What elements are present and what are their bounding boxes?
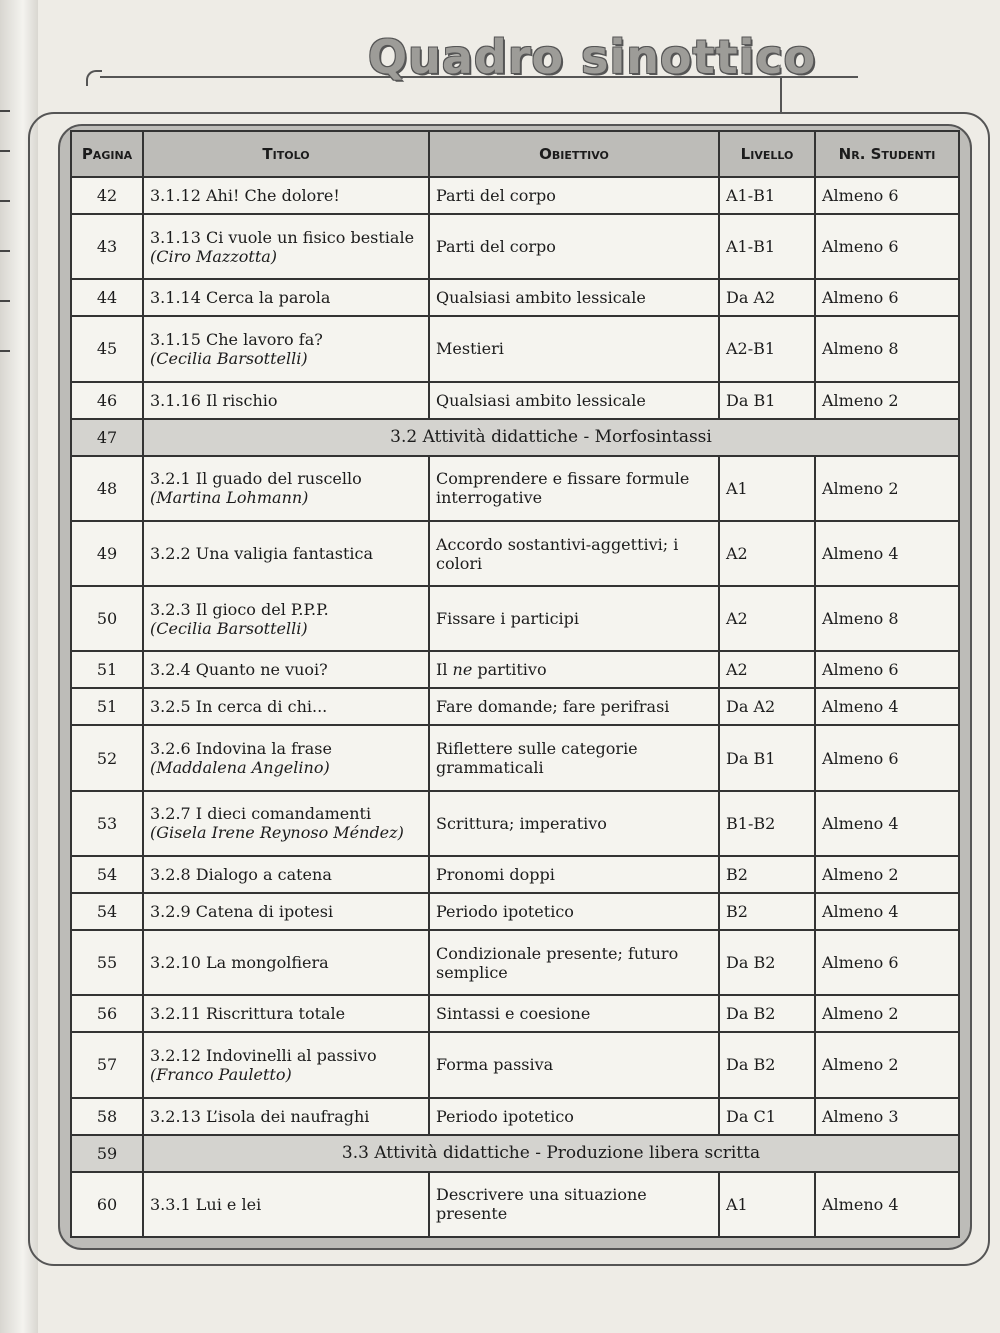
cell-livello: Da C1 xyxy=(719,1098,815,1135)
cell-pagina: 47 xyxy=(71,419,143,456)
cell-titolo xyxy=(143,586,429,651)
cell-pagina: 56 xyxy=(71,995,143,1032)
cell-titolo xyxy=(143,521,429,586)
cell-titolo xyxy=(143,316,429,381)
cell-livello: A2 xyxy=(719,651,815,688)
spine-rule xyxy=(0,200,10,202)
cell-obiettivo: Descrivere una situazione presente xyxy=(429,1172,719,1237)
cell-titolo xyxy=(143,456,429,521)
cell-studenti: Almeno 3 xyxy=(815,1098,959,1135)
activity-title: 3.2.8 Dialogo a catena xyxy=(150,864,332,884)
cell-obiettivo: Fare domande; fare perifrasi xyxy=(429,688,719,725)
cell-livello: A1 xyxy=(719,456,815,521)
col-header-titolo: Titolo xyxy=(143,131,429,177)
cell-obiettivo: Forma passiva xyxy=(429,1032,719,1097)
activity-title: 3.2.5 In cerca di chi... xyxy=(150,697,328,717)
cell-pagina: 57 xyxy=(71,1032,143,1097)
objective-part: partitivo xyxy=(472,660,547,680)
section-row xyxy=(71,1135,959,1172)
table-row xyxy=(71,177,959,214)
cell-pagina: 42 xyxy=(71,177,143,214)
cell-studenti: Almeno 2 xyxy=(815,456,959,521)
cell-titolo xyxy=(143,856,429,893)
activity-author: (Maddalena Angelino) xyxy=(150,758,330,778)
activity-title: 3.2.12 Indovinelli al passivo xyxy=(150,1045,377,1065)
cell-studenti: Almeno 6 xyxy=(815,177,959,214)
table-row xyxy=(71,725,959,790)
table-row xyxy=(71,382,959,419)
cell-studenti: Almeno 6 xyxy=(815,651,959,688)
activity-title: 3.2.7 I dieci comandamenti xyxy=(150,804,372,824)
cell-livello: Da A2 xyxy=(719,688,815,725)
cell-obiettivo xyxy=(429,651,719,688)
col-header-livello: Livello xyxy=(719,131,815,177)
cell-livello: B2 xyxy=(719,893,815,930)
cell-titolo xyxy=(143,214,429,279)
section-title: 3.2 Attività didattiche - Morfosintassi xyxy=(143,419,959,456)
cell-studenti: Almeno 2 xyxy=(815,382,959,419)
cell-obiettivo: Scrittura; imperativo xyxy=(429,791,719,856)
cell-studenti: Almeno 4 xyxy=(815,521,959,586)
table-row xyxy=(71,791,959,856)
cell-titolo xyxy=(143,688,429,725)
table-row xyxy=(71,521,959,586)
activity-author: (Cecilia Barsottelli) xyxy=(150,348,308,368)
cell-pagina: 54 xyxy=(71,856,143,893)
cell-livello: Da B1 xyxy=(719,725,815,790)
objective-part: Il xyxy=(436,660,453,680)
cell-pagina: 45 xyxy=(71,316,143,381)
activity-title: 3.1.16 Il rischio xyxy=(150,390,278,410)
col-header-pagina: Pagina xyxy=(71,131,143,177)
cell-titolo xyxy=(143,1032,429,1097)
activity-title: 3.1.15 Che lavoro fa? xyxy=(150,329,323,349)
activity-author: (Ciro Mazzotta) xyxy=(150,246,278,266)
table-row xyxy=(71,316,959,381)
cell-studenti: Almeno 6 xyxy=(815,279,959,316)
cell-titolo xyxy=(143,1098,429,1135)
activity-author: (Cecilia Barsottelli) xyxy=(150,618,308,638)
col-header-obiettivo: Obiettivo xyxy=(429,131,719,177)
cell-pagina: 52 xyxy=(71,725,143,790)
cell-livello: A2 xyxy=(719,586,815,651)
section-title: 3.3 Attività didattiche - Produzione libera scritta xyxy=(143,1135,959,1172)
cell-titolo xyxy=(143,995,429,1032)
cell-obiettivo: Pronomi doppi xyxy=(429,856,719,893)
cell-obiettivo: Parti del corpo xyxy=(429,214,719,279)
table-row xyxy=(71,456,959,521)
cell-pagina: 44 xyxy=(71,279,143,316)
activity-title: 3.1.13 Ci vuole un fisico bestiale xyxy=(150,227,415,247)
cell-titolo xyxy=(143,279,429,316)
table-row xyxy=(71,995,959,1032)
spine-rule xyxy=(0,110,10,112)
spine-rule xyxy=(0,250,10,252)
activity-title: 3.2.4 Quanto ne vuoi? xyxy=(150,660,328,680)
cell-obiettivo: Qualsiasi ambito lessicale xyxy=(429,382,719,419)
activity-title: 3.2.11 Riscrittura totale xyxy=(150,1004,346,1024)
cell-obiettivo: Fissare i participi xyxy=(429,586,719,651)
cell-pagina: 48 xyxy=(71,456,143,521)
activity-title: 3.2.1 Il guado del ruscello xyxy=(150,469,362,489)
cell-livello: Da B2 xyxy=(719,1032,815,1097)
cell-studenti: Almeno 8 xyxy=(815,316,959,381)
cell-obiettivo: Condizionale presente; futuro semplice xyxy=(429,930,719,995)
cell-livello: Da A2 xyxy=(719,279,815,316)
cell-pagina: 58 xyxy=(71,1098,143,1135)
cell-studenti: Almeno 4 xyxy=(815,688,959,725)
cell-pagina: 54 xyxy=(71,893,143,930)
table-row xyxy=(71,893,959,930)
cell-titolo xyxy=(143,725,429,790)
title-line-curl xyxy=(86,70,102,86)
table-row xyxy=(71,214,959,279)
cell-livello: A1 xyxy=(719,1172,815,1237)
cell-pagina: 51 xyxy=(71,651,143,688)
cell-obiettivo: Mestieri xyxy=(429,316,719,381)
cell-titolo xyxy=(143,177,429,214)
cell-obiettivo: Periodo ipotetico xyxy=(429,893,719,930)
cell-studenti: Almeno 4 xyxy=(815,1172,959,1237)
cell-obiettivo: Periodo ipotetico xyxy=(429,1098,719,1135)
table-row xyxy=(71,279,959,316)
activity-title: 3.2.9 Catena di ipotesi xyxy=(150,902,334,921)
cell-pagina: 55 xyxy=(71,930,143,995)
activity-title: 3.2.3 Il gioco del P.P.P. xyxy=(150,599,329,619)
spine-rule xyxy=(0,300,10,302)
cell-studenti: Almeno 6 xyxy=(815,930,959,995)
cell-livello: A2 xyxy=(719,521,815,586)
cell-livello: Da B2 xyxy=(719,995,815,1032)
table-body xyxy=(71,177,959,1237)
col-header-studenti: Nr. Studenti xyxy=(815,131,959,177)
cell-pagina: 46 xyxy=(71,382,143,419)
cell-obiettivo: Comprendere e fissare formule interrogative xyxy=(429,456,719,521)
cell-livello: A1-B1 xyxy=(719,214,815,279)
cell-pagina: 60 xyxy=(71,1172,143,1237)
cell-studenti: Almeno 4 xyxy=(815,791,959,856)
cell-titolo xyxy=(143,930,429,995)
cell-titolo xyxy=(143,382,429,419)
cell-livello: B2 xyxy=(719,856,815,893)
table-row xyxy=(71,1098,959,1135)
cell-titolo xyxy=(143,893,429,930)
table-row xyxy=(71,651,959,688)
cell-titolo xyxy=(143,1172,429,1237)
objective-part: ne xyxy=(452,660,473,680)
activity-title: 3.1.14 Cerca la parola xyxy=(150,288,331,308)
cell-obiettivo: Parti del corpo xyxy=(429,177,719,214)
table-row xyxy=(71,586,959,651)
activity-title: 3.2.10 La mongolfiera xyxy=(150,953,329,973)
table-header-row xyxy=(71,131,959,177)
cell-pagina: 49 xyxy=(71,521,143,586)
cell-livello: Da B2 xyxy=(719,930,815,995)
cell-studenti: Almeno 6 xyxy=(815,214,959,279)
cell-pagina: 43 xyxy=(71,214,143,279)
table-row xyxy=(71,688,959,725)
activity-author: (Franco Pauletto) xyxy=(150,1064,292,1084)
activity-title: 3.2.2 Una valigia fantastica xyxy=(150,544,373,564)
activity-author: (Gisela Irene Reynoso Méndez) xyxy=(150,823,404,843)
cell-livello: Da B1 xyxy=(719,382,815,419)
cell-obiettivo: Qualsiasi ambito lessicale xyxy=(429,279,719,316)
page-title: Quadro sinottico xyxy=(368,30,817,84)
cell-studenti: Almeno 2 xyxy=(815,1032,959,1097)
cell-pagina: 50 xyxy=(71,586,143,651)
cell-livello: B1-B2 xyxy=(719,791,815,856)
cell-studenti: Almeno 2 xyxy=(815,856,959,893)
activity-title: 3.1.12 Ahi! Che dolore! xyxy=(150,186,340,206)
cell-livello: A2-B1 xyxy=(719,316,815,381)
cell-pagina: 59 xyxy=(71,1135,143,1172)
activity-author: (Martina Lohmann) xyxy=(150,488,309,508)
spine-rule xyxy=(0,150,10,152)
section-row xyxy=(71,419,959,456)
cell-studenti: Almeno 6 xyxy=(815,725,959,790)
table-row xyxy=(71,856,959,893)
table-row xyxy=(71,1032,959,1097)
cell-obiettivo: Sintassi e coesione xyxy=(429,995,719,1032)
cell-livello: A1-B1 xyxy=(719,177,815,214)
cell-studenti: Almeno 8 xyxy=(815,586,959,651)
cell-obiettivo: Riflettere sulle categorie grammaticali xyxy=(429,725,719,790)
table-row xyxy=(71,1172,959,1237)
synoptic-table xyxy=(70,130,960,1238)
cell-titolo xyxy=(143,651,429,688)
cell-studenti: Almeno 2 xyxy=(815,995,959,1032)
activity-title: 3.3.1 Lui e lei xyxy=(150,1194,262,1214)
cell-obiettivo: Accordo sostantivi-aggettivi; i colori xyxy=(429,521,719,586)
cell-pagina: 51 xyxy=(71,688,143,725)
cell-titolo xyxy=(143,791,429,856)
activity-title: 3.2.6 Indovina la frase xyxy=(150,739,332,759)
cell-pagina: 53 xyxy=(71,791,143,856)
activity-title: 3.2.13 L’isola dei naufraghi xyxy=(150,1106,370,1126)
spine-rule xyxy=(0,350,10,352)
table-row xyxy=(71,930,959,995)
cell-studenti: Almeno 4 xyxy=(815,893,959,930)
